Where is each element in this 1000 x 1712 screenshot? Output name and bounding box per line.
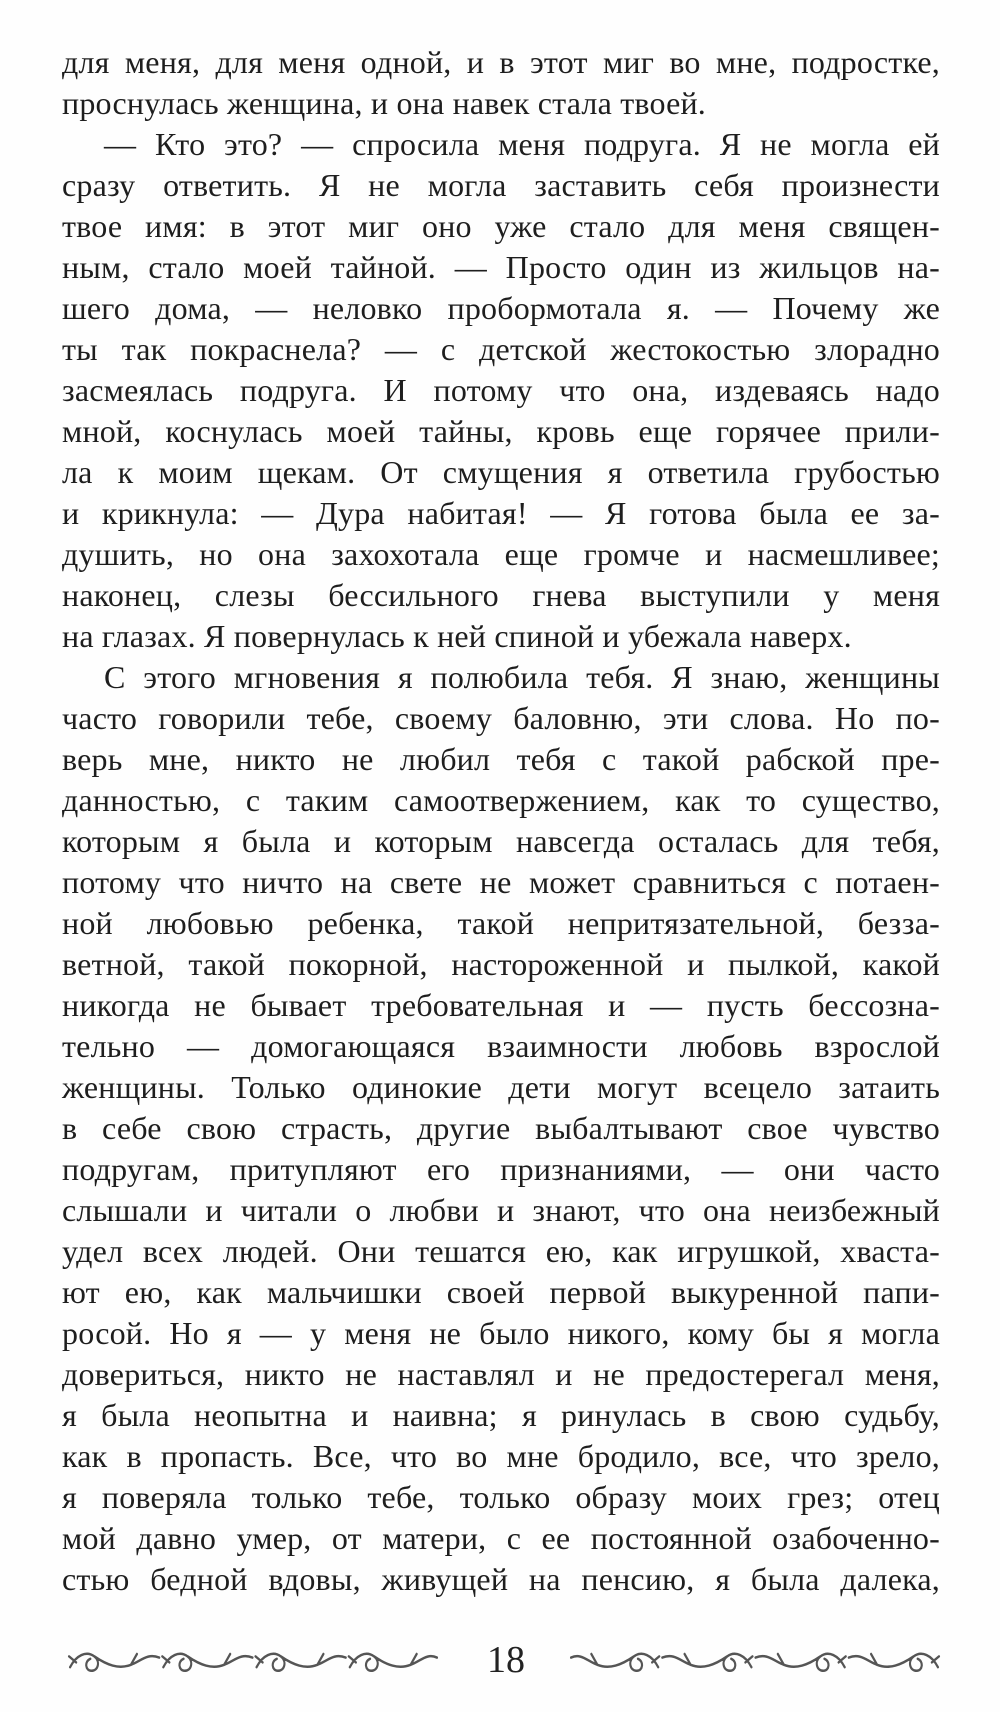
text-line: подругам, притупляют его признаниями, — они часто — [62, 1151, 940, 1187]
flourish-ornament-right-icon — [567, 1636, 942, 1684]
page-number: 18 — [487, 1639, 525, 1681]
text-line: мной, коснулась моей тайны, кровь еще горячее прили- — [62, 413, 940, 449]
text-line: я поверяла только тебе, только образу моих грез; отец — [62, 1479, 940, 1515]
page-footer — [66, 1636, 942, 1684]
text-line: ты так покраснела? — с детской жестокостью злорадно — [62, 331, 940, 367]
text-line: довериться, никто не наставлял и не предостерегал меня, — [62, 1356, 940, 1392]
text-line: я была неопытна и наивна; я ринулась в свою судьбу, — [62, 1397, 940, 1433]
flourish-ornament-left-icon — [66, 1636, 441, 1684]
text-line: мой давно умер, от матери, с ее постоянной озабоченно- — [62, 1520, 940, 1556]
text-line: ным, стало моей тайной. — Просто один из жильцов на- — [62, 249, 940, 285]
text-line: на глазах. Я повернулась к ней спиной и убежала наверх. — [62, 618, 852, 654]
text-line: ной любовью ребенка, такой непритязательной, безза- — [62, 905, 940, 941]
text-line: твое имя: в этот миг оно уже стало для меня священ- — [62, 208, 940, 244]
text-line: часто говорили тебе, своему баловню, эти слова. Но по- — [62, 700, 940, 736]
page-text — [62, 42, 940, 1600]
text-line: тельно — домогающаяся взаимности любовь взрослой — [62, 1028, 940, 1064]
text-line: стью бедной вдовы, живущей на пенсию, я была далека, — [62, 1561, 940, 1597]
text-line: потому что ничто на свете не может сравниться с потаен- — [62, 864, 940, 900]
text-line: для меня, для меня одной, и в этот миг во мне, подростке, — [62, 44, 940, 80]
text-line: как в пропасть. Все, что во мне бродило, все, что зрело, — [62, 1438, 940, 1474]
text-line: женщины. Только одинокие дети могут всецело затаить — [62, 1069, 940, 1105]
text-line: душить, но она захохотала еще громче и насмешливее; — [62, 536, 940, 572]
text-line: проснулась женщина, и она навек стала твоей. — [62, 85, 707, 121]
text-line: ют ею, как мальчишки своей первой выкуренной папи- — [62, 1274, 940, 1310]
text-line: засмеялась подруга. И потому что она, издеваясь надо — [62, 372, 940, 408]
text-line: — Кто это? — спросила меня подруга. Я не могла ей — [104, 126, 940, 162]
text-line: верь мне, никто не любил тебя с такой рабской пре- — [62, 741, 940, 777]
text-line: и крикнула: — Дура набитая! — Я готова была ее за- — [62, 495, 940, 531]
text-line: которым я была и которым навсегда осталась для тебя, — [62, 823, 940, 859]
text-line: наконец, слезы бессильного гнева выступили у меня — [62, 577, 940, 613]
text-line: в себе свою страсть, другие выбалтывают свое чувство — [62, 1110, 940, 1146]
text-line: росой. Но я — у меня не было никого, кому бы я могла — [62, 1315, 940, 1351]
text-line: слышали и читали о любви и знают, что она неизбежный — [62, 1192, 940, 1228]
text-line: данностью, с таким самоотвержением, как то существо, — [62, 782, 940, 818]
text-line: шего дома, — неловко пробормотала я. — Почему же — [62, 290, 940, 326]
text-line: С этого мгновения я полюбила тебя. Я знаю, женщины — [104, 659, 940, 695]
text-line: ветной, такой покорной, настороженной и пылкой, какой — [62, 946, 940, 982]
text-line: ла к моим щекам. От смущения я ответила грубостью — [62, 454, 940, 490]
text-line: удел всех людей. Они тешатся ею, как игрушкой, хваста- — [62, 1233, 940, 1269]
text-line: сразу ответить. Я не могла заставить себя произнести — [62, 167, 940, 203]
text-line: никогда не бывает требовательная и — пусть бессозна- — [62, 987, 940, 1023]
